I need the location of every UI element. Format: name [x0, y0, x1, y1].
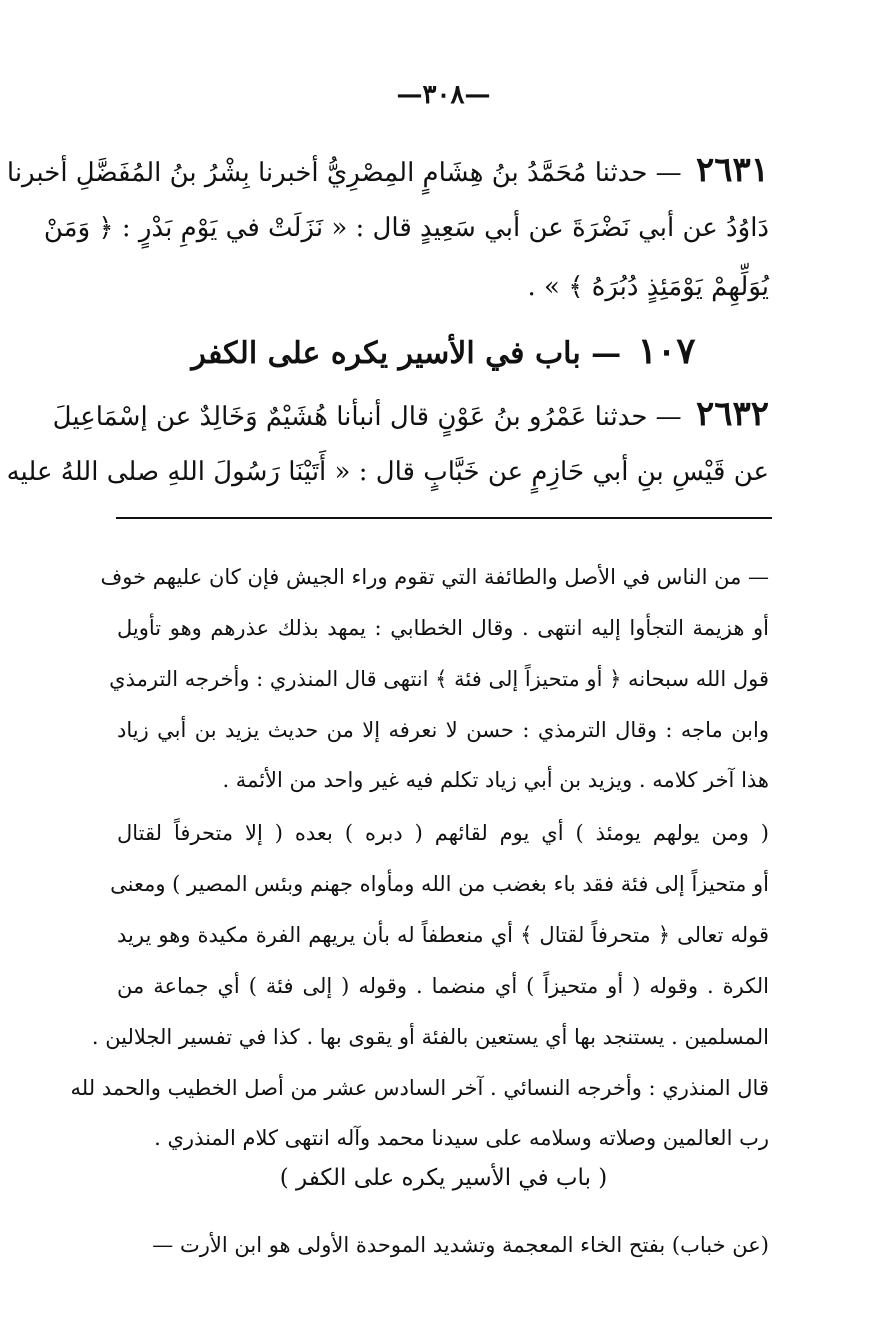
hadith-2631-line-2: دَاوُدُ عن أبي نَضْرَةَ عن أبي سَعِيدٍ قال : « نَزَلَتْ في يَوْمِ بَدْرٍ : ﴿ وَمَنْ: [43, 213, 769, 243]
hadith-2632-line-2: عن قَيْسِ بنِ أبي حَازِمٍ عن خَبَّابٍ قال : « أَتَيْنَا رَسُولَ اللهِ صلى اللهُ عليه: [6, 457, 769, 487]
commentary-line: رب العالمين وصلاته وسلامه على سيدنا محمد وآله انتهى كلام المنذري .: [154, 1126, 769, 1150]
commentary-line: قوله تعالى ﴿ متحرفاً لقتال ﴾ أي منعطفاً له بأن يريهم الفرة مكيدة وهو يريد: [117, 923, 769, 947]
commentary-line: ( ومن يولهم يومئذ ) أي يوم لقائهم ( دبره ) بعده ( إلا متحرفاً لقتال: [117, 821, 769, 845]
hadith-number-2632: ٢٦٣٢: [695, 394, 769, 434]
commentary-line: المسلمين . يستنجد بها أي يستعين بالفئة أو يقوى بها . كذا في تفسير الجلالين .: [91, 1025, 769, 1049]
commentary-line: هذا آخر كلامه . ويزيد بن أبي زياد تكلم فيه غير واحد من الأئمة .: [222, 768, 769, 792]
chapter-number: ١٠٧: [637, 330, 696, 372]
hadith-2631-line-3: يُوَلِّهِمْ يَوْمَئِذٍ دُبُرَهُ ﴾ » .: [527, 272, 769, 302]
commentary-subheading: ( باب في الأسير يكره على الكفر ): [279, 1165, 608, 1191]
commentary-line: قول الله سبحانه ﴿ أو متحيزاً إلى فئة ﴾ انتهى قال المنذري : وأخرجه الترمذي: [109, 667, 769, 691]
commentary-line: وابن ماجه : وقال الترمذي : حسن لا نعرفه إلا من حديث يزيد بن أبي زياد: [117, 718, 769, 742]
chapter-heading: [0, 330, 887, 372]
footnote-separator: [116, 517, 772, 519]
hadith-2631-line-1: [6, 148, 769, 192]
commentary-line: أو هزيمة التجأوا إليه انتهى . وقال الخطابي : يمهد بذلك عذرهم وهو تأويل: [117, 616, 769, 640]
hadith-2632-text-1: — حدثنا عَمْرُو بنُ عَوْنٍ قال أنبأنا هُشَيْمٌ وَخَالِدٌ عن إسْمَاعِيلَ: [52, 402, 682, 432]
commentary-line: — من الناس في الأصل والطائفة التي تقوم وراء الجيش فإن كان عليهم خوف: [100, 565, 769, 589]
commentary-line: قال المنذري : وأخرجه النسائي . آخر السادس عشر من أصل الخطيب والحمد لله: [70, 1076, 769, 1100]
hadith-number-2631: ٢٦٣١: [695, 150, 769, 190]
page-number: —٣٠٨—: [396, 80, 491, 110]
commentary-line: (عن خباب) بفتح الخاء المعجمة وتشديد الموحدة الأولى هو ابن الأرت —: [152, 1233, 769, 1257]
chapter-title: — باب في الأسير يكره على الكفر: [191, 336, 622, 371]
commentary-line: الكرة . وقوله ( أو متحيزاً ) أي منضما . وقوله ( إلى فئة ) أي جماعة من: [117, 974, 769, 998]
commentary-line: أو متحيزاً إلى فئة فقد باء بغضب من الله ومأواه جهنم وبئس المصير ) ومعنى: [110, 872, 769, 896]
hadith-2631-text-1: — حدثنا مُحَمَّدُ بنُ هِشَامٍ المِصْرِيُّ أخبرنا بِشْرُ بنُ المُفَضَّلِ أخبرنا: [6, 158, 682, 188]
hadith-2632-line-1: [52, 392, 769, 436]
